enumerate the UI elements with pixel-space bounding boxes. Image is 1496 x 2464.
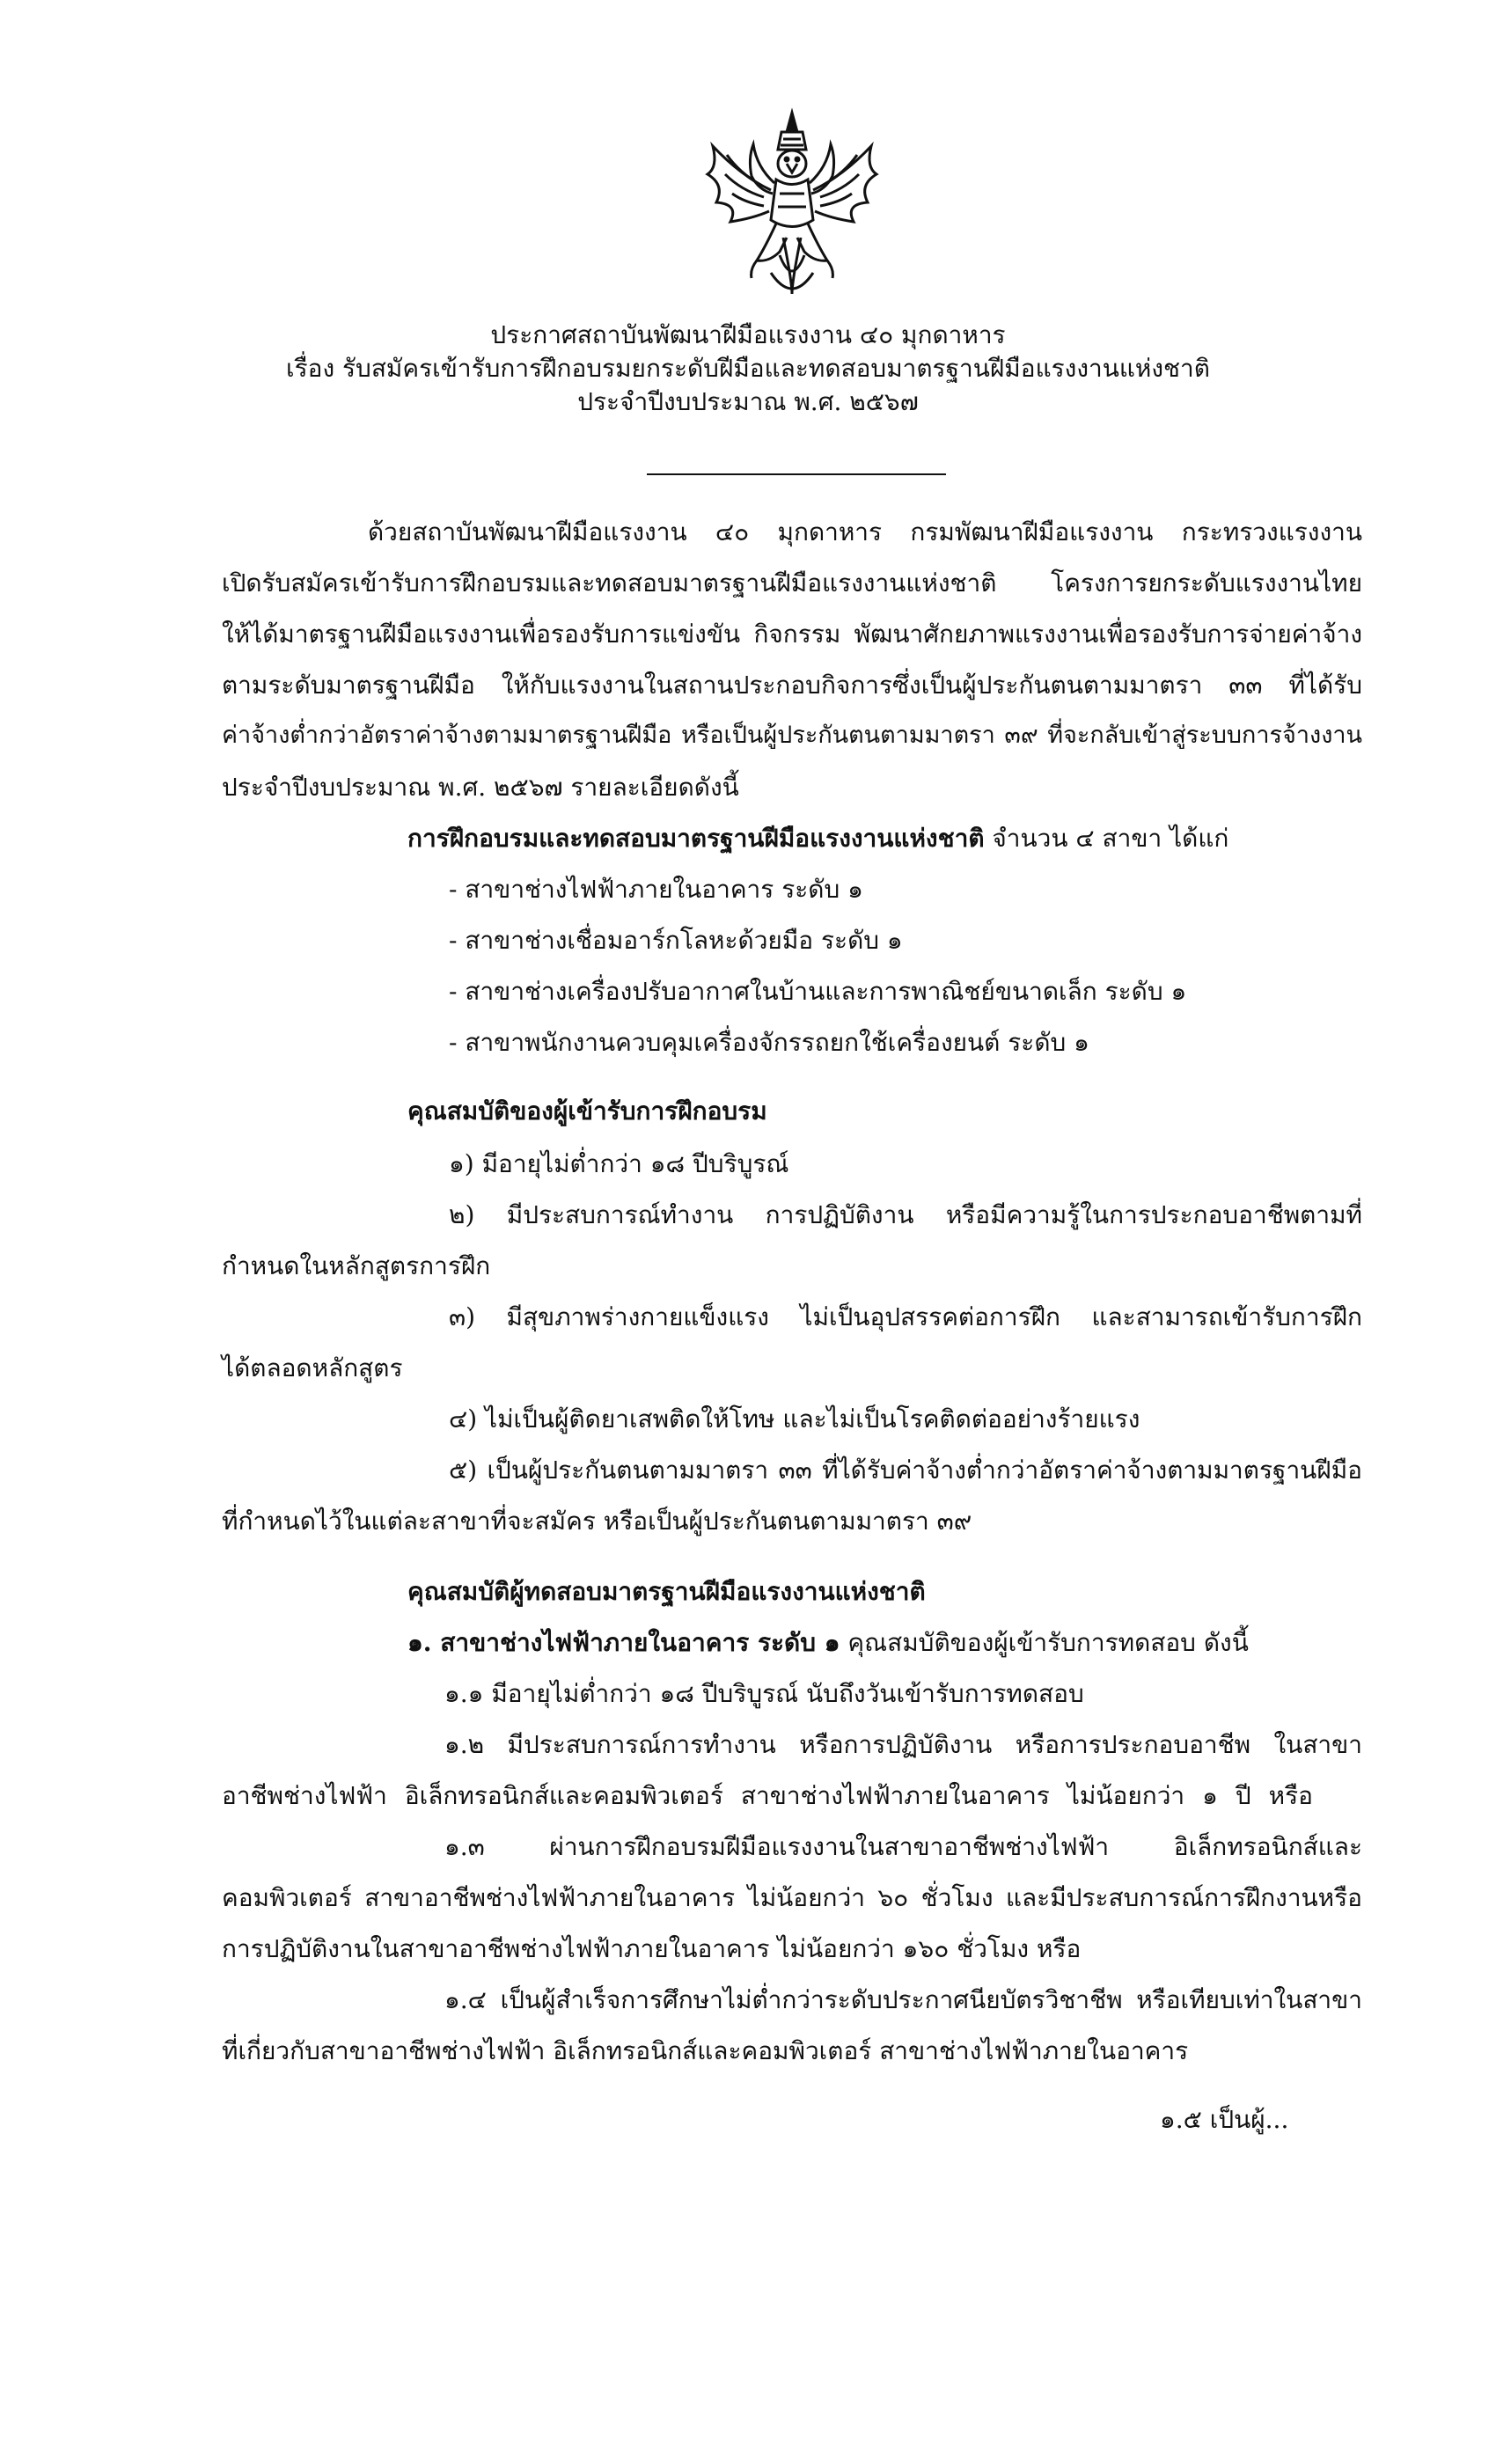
intro-line: ด้วยสถาบันพัฒนาฝีมือแรงงาน ๔๐ มุกดาหาร กรมพัฒนาฝีมือแรงงาน กระทรวงแรงงาน — [368, 517, 1362, 546]
intro-line: ตามระดับมาตรฐานฝีมือ ให้กับแรงงานในสถานประกอบกิจการซึ่งเป็นผู้ประกันตนตามมาตรา ๓๓ ที่ได้รับ — [222, 671, 1362, 700]
tester-qualification-item: คอมพิวเตอร์ สาขาอาชีพช่างไฟฟ้าภายในอาคาร ไม่น้อยกว่า ๖๐ ชั่วโมง และมีประสบการณ์การฝึกงานหรือ — [222, 1883, 1362, 1912]
branch-item: - สาขาช่างเครื่องปรับอากาศในบ้านและการพาณิชย์ขนาดเล็ก ระดับ ๑ — [449, 977, 1187, 1006]
tester-qualification-heading: คุณสมบัติผู้ทดสอบมาตรฐานฝีมือแรงงานแห่งชาติ — [407, 1577, 926, 1606]
branch-item: - สาขาช่างไฟฟ้าภายในอาคาร ระดับ ๑ — [449, 875, 863, 904]
intro-line: ค่าจ้างต่ำกว่าอัตราค่าจ้างตามมาตรฐานฝีมือ หรือเป็นผู้ประกันตนตามมาตรา ๓๙ ที่จะกลับเข้าสู่ระบบการจ้างงาน — [222, 722, 1362, 749]
branch-1-heading-rest: คุณสมบัติของผู้เข้ารับการทดสอบ ดังนี้ — [840, 1628, 1249, 1657]
garuda-emblem-icon — [695, 106, 889, 308]
branch-1-heading — [407, 1628, 1249, 1658]
tester-qualification-item: ๑.๓ ผ่านการฝึกอบรมฝีมือแรงงานในสาขาอาชีพช่างไฟฟ้า อิเล็กทรอนิกส์และ — [444, 1832, 1362, 1861]
training-heading-bold: การฝึกอบรมและทดสอบมาตรฐานฝีมือแรงงานแห่งชาติ — [407, 824, 985, 853]
trainee-qualification-item: กำหนดในหลักสูตรการฝึก — [222, 1251, 491, 1280]
tester-qualification-item: ๑.๑ มีอายุไม่ต่ำกว่า ๑๘ ปีบริบูรณ์ นับถึงวันเข้ารับการทดสอบ — [444, 1679, 1084, 1708]
announcement-header — [176, 319, 1320, 418]
trainee-qualification-item: ๑) มีอายุไม่ต่ำกว่า ๑๘ ปีบริบูรณ์ — [449, 1149, 789, 1178]
tester-qualification-item: ที่เกี่ยวกับสาขาอาชีพช่างไฟฟ้า อิเล็กทรอนิกส์และคอมพิวเตอร์ สาขาช่างไฟฟ้าภายในอาคาร — [222, 2036, 1189, 2065]
branch-item: - สาขาช่างเชื่อมอาร์กโลหะด้วยมือ ระดับ ๑ — [449, 926, 903, 955]
header-divider — [647, 473, 946, 475]
intro-line: ให้ได้มาตรฐานฝีมือแรงงานเพื่อรองรับการแข่งขัน กิจกรรม พัฒนาศักยภาพแรงงานเพื่อรองรับการจ่ายค่าจ้าง — [222, 620, 1362, 649]
trainee-qualification-item: ได้ตลอดหลักสูตร — [222, 1353, 403, 1382]
trainee-qualification-item: ๔) ไม่เป็นผู้ติดยาเสพติดให้โทษ และไม่เป็นโรคติดต่ออย่างร้ายแรง — [449, 1404, 1140, 1434]
issuer-line: ประกาศสถาบันพัฒนาฝีมือแรงงาน ๔๐ มุกดาหาร — [490, 320, 1006, 349]
trainee-qualification-item: ๕) เป็นผู้ประกันตนตามมาตรา ๓๓ ที่ได้รับค่าจ้างต่ำกว่าอัตราค่าจ้างตามมาตรฐานฝีมือ — [449, 1456, 1362, 1485]
fiscal-year-line: ประจำปีงบประมาณ พ.ศ. ๒๕๖๗ — [577, 386, 919, 416]
subject-line: เรื่อง รับสมัครเข้ารับการฝึกอบรมยกระดับฝีมือและทดสอบมาตรฐานฝีมือแรงงานแห่งชาติ — [286, 353, 1210, 383]
tester-qualification-item: การปฏิบัติงานในสาขาอาชีพช่างไฟฟ้าภายในอาคาร ไม่น้อยกว่า ๑๖๐ ชั่วโมง หรือ — [222, 1934, 1082, 1963]
training-heading — [407, 824, 1228, 854]
branch-1-heading-bold: ๑. สาขาช่างไฟฟ้าภายในอาคาร ระดับ ๑ — [407, 1628, 840, 1657]
page-continuation: ๑.๕ เป็นผู้... — [1160, 2105, 1289, 2134]
tester-qualification-item: ๑.๒ มีประสบการณ์การทำงาน หรือการปฏิบัติงาน หรือการประกอบอาชีพ ในสาขา — [444, 1730, 1362, 1759]
training-heading-rest: จำนวน ๔ สาขา ได้แก่ — [984, 824, 1229, 853]
tester-qualification-item: อาชีพช่างไฟฟ้า อิเล็กทรอนิกส์และคอมพิวเตอร์ สาขาช่างไฟฟ้าภายในอาคาร ไม่น้อยกว่า ๑ ปี หรือ — [222, 1781, 1313, 1810]
trainee-qualification-heading: คุณสมบัติของผู้เข้ารับการฝึกอบรม — [407, 1096, 767, 1126]
tester-qualification-item: ๑.๔ เป็นผู้สำเร็จการศึกษาไม่ต่ำกว่าระดับประกาศนียบัตรวิชาชีพ หรือเทียบเท่าในสาขา — [444, 1985, 1362, 2014]
trainee-qualification-item: ๓) มีสุขภาพร่างกายแข็งแรง ไม่เป็นอุปสรรคต่อการฝึก และสามารถเข้ารับการฝึก — [449, 1302, 1362, 1331]
trainee-qualification-item: ที่กำหนดไว้ในแต่ละสาขาที่จะสมัคร หรือเป็นผู้ประกันตนตามมาตรา ๓๙ — [222, 1507, 972, 1536]
intro-line: เปิดรับสมัครเข้ารับการฝึกอบรมและทดสอบมาตรฐานฝีมือแรงงานแห่งชาติ โครงการยกระดับแรงงานไทย — [222, 568, 1362, 598]
intro-line: ประจำปีงบประมาณ พ.ศ. ๒๕๖๗ รายละเอียดดังนี้ — [222, 773, 739, 802]
branch-item: - สาขาพนักงานควบคุมเครื่องจักรรถยกใช้เครื่องยนต์ ระดับ ๑ — [449, 1028, 1089, 1057]
trainee-qualification-item: ๒) มีประสบการณ์ทำงาน การปฏิบัติงาน หรือมีความรู้ในการประกอบอาชีพตามที่ — [449, 1200, 1362, 1229]
